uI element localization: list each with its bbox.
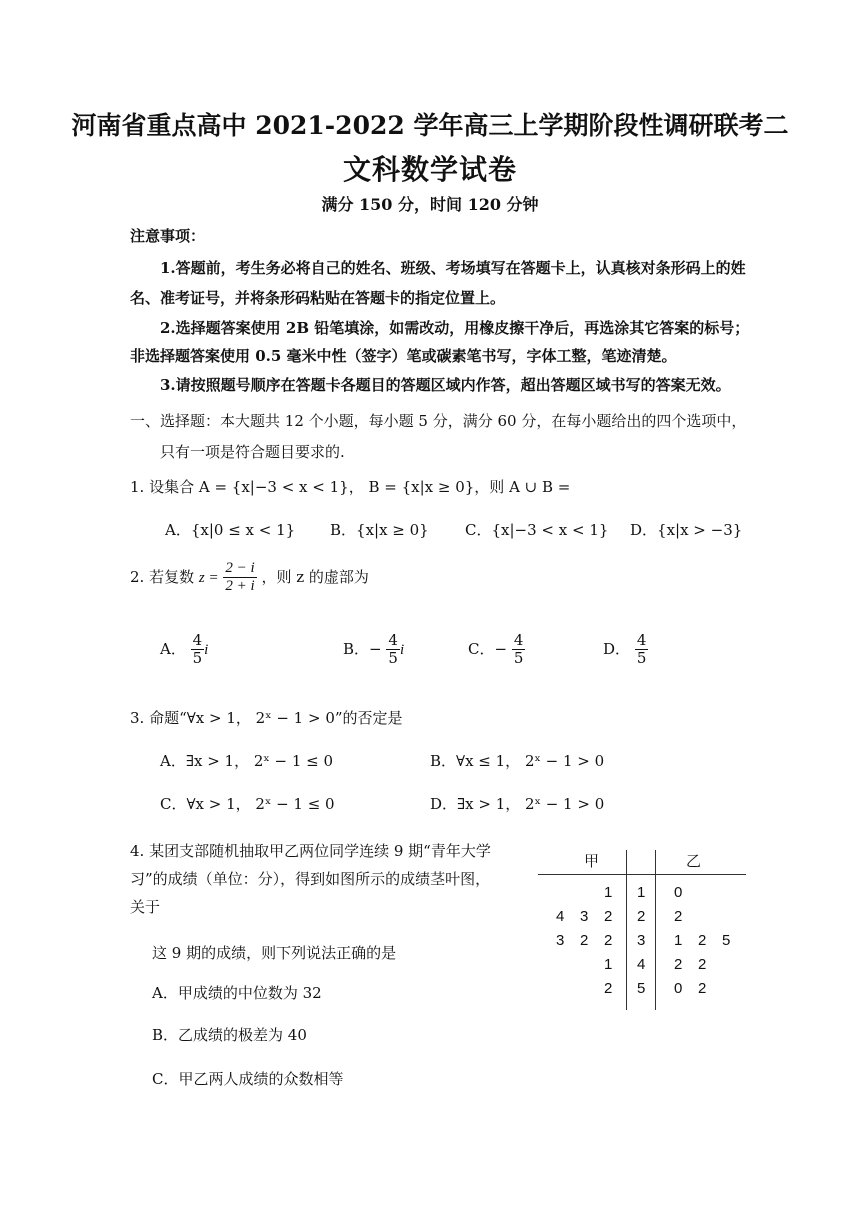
question-4-line-1: 4. 某团支部随机抽取甲乙两位同学连续 9 期“青年大学 [130, 842, 491, 860]
right-leaf: 2 [674, 908, 683, 925]
question-1-option-c: C．{x|−3 < x < 1} [465, 521, 609, 539]
notice-label: 注意事项： [130, 227, 206, 245]
notice-item-1a: 1.答题前，考生务必将自己的姓名、班级、考场填写在答题卡上，认真核对条形码上的姓 [160, 259, 746, 277]
option-fraction [635, 632, 649, 668]
question-2-fraction [223, 560, 256, 596]
question-2-option-d [603, 632, 648, 668]
question-4-line-3: 关于 [130, 898, 161, 916]
stem-divider-right [655, 850, 656, 1010]
right-leaf: 0 [674, 884, 683, 901]
section-heading-cont: 只有一项是符合题目要求的. [160, 443, 345, 461]
right-leaf: 2 [698, 980, 707, 997]
section-heading: 一、选择题：本大题共 12 个小题，每小题 5 分，满分 60 分，在每小题给出的四个选项中， [130, 412, 747, 430]
stem-value: 2 [637, 908, 646, 925]
option-label: A． [160, 639, 186, 658]
fraction-numerator: 4 [636, 631, 647, 649]
right-leaf: 2 [698, 932, 707, 949]
left-leaf: 1 [604, 956, 613, 973]
fraction-denominator: 2 + i [225, 578, 255, 595]
left-leaf: 4 [556, 908, 565, 925]
option-label: B． [343, 639, 370, 658]
exam-subtitle: 文科数学试卷 [342, 153, 517, 186]
notice-item-2b: 非选择题答案使用 0.5 毫米中性（签字）笔或碳素笔书写，字体工整，笔迹清楚。 [130, 347, 677, 365]
left-leaf: 2 [604, 980, 613, 997]
question-2-stem [130, 560, 369, 596]
notice-item-2a: 2.选择题答案使用 2B 铅笔填涂，如需改动，用橡皮擦干净后，再选涂其它答案的标号； [160, 319, 750, 337]
question-1-stem: 1. 设集合 A = {x|−3 < x < 1}， B = {x|x ≥ 0}，则 A ∪ B = [130, 478, 571, 496]
header-divider [538, 874, 746, 875]
question-4-option-b: B．乙成绩的极差为 40 [152, 1026, 307, 1044]
stem-leaf-plot [538, 846, 748, 1016]
question-4-line-4: 这 9 期的成绩，则下列说法正确的是 [152, 944, 397, 962]
fraction-numerator: 4 [513, 631, 524, 649]
question-4-option-c: C．甲乙两人成绩的众数相等 [152, 1070, 344, 1088]
question-1-option-b: B．{x|x ≥ 0} [330, 521, 429, 539]
stem-value: 4 [637, 956, 646, 973]
right-leaf: 2 [674, 956, 683, 973]
question-3-stem: 3. 命题“∀x > 1， 2ˣ − 1 > 0”的否定是 [130, 709, 403, 727]
question-3-option-c: C．∀x > 1， 2ˣ − 1 ≤ 0 [160, 795, 335, 813]
fraction-denominator: 5 [192, 649, 203, 668]
question-3-option-a: A．∃x > 1， 2ˣ − 1 ≤ 0 [160, 752, 334, 770]
question-2-option-c [468, 632, 525, 668]
minus-sign: − [494, 639, 508, 658]
question-2-var: z = [198, 569, 219, 586]
fraction-numerator: 2 − i [223, 560, 256, 578]
right-leaf: 1 [674, 932, 683, 949]
fraction-numerator: 4 [388, 631, 398, 649]
option-label: C． [468, 639, 495, 658]
notice-item-1b: 名、准考证号，并将条形码粘贴在答题卡的指定位置上。 [130, 289, 506, 307]
imaginary-unit: i [399, 641, 405, 658]
right-leaf: 2 [698, 956, 707, 973]
fraction-denominator: 5 [388, 649, 398, 668]
question-1-option-d: D．{x|x > −3} [630, 521, 743, 539]
question-2-option-b [343, 632, 404, 668]
left-leaf: 2 [604, 908, 613, 925]
fraction-denominator: 5 [513, 649, 524, 668]
stem-value: 5 [637, 980, 646, 997]
stem-divider-left [626, 850, 627, 1010]
left-leaf: 2 [580, 932, 589, 949]
minus-sign: − [369, 639, 382, 658]
right-leaf: 5 [722, 932, 731, 949]
option-fraction [512, 632, 526, 668]
stem-value: 3 [637, 932, 646, 949]
notice-item-3: 3.请按照题号顺序在答题卡各题目的答题区域内作答，超出答题区域书写的答案无效。 [160, 376, 731, 394]
exam-title: 河南省重点高中 2021-2022 学年高三上学期阶段性调研联考二 [71, 111, 789, 140]
question-4-line-2: 习”的成绩（单位：分），得到如图所示的成绩茎叶图， [130, 870, 491, 888]
question-2-option-a [160, 632, 208, 668]
exam-meta: 满分 150 分，时间 120 分钟 [321, 195, 539, 214]
fraction-numerator: 4 [192, 631, 203, 649]
question-2-prefix: 2. 若复数 [130, 567, 195, 586]
option-fraction [386, 632, 400, 668]
question-1-option-a: A．{x|0 ≤ x < 1} [165, 521, 296, 539]
question-2-suffix: ，则 z 的虚部为 [261, 567, 369, 586]
question-4-option-a: A．甲成绩的中位数为 32 [152, 984, 322, 1002]
question-3-option-d: D．∃x > 1， 2ˣ − 1 > 0 [430, 795, 605, 813]
left-leaf: 1 [604, 884, 613, 901]
left-leaf: 2 [604, 932, 613, 949]
left-leaf: 3 [580, 908, 589, 925]
question-3-option-b: B．∀x ≤ 1， 2ˣ − 1 > 0 [430, 752, 605, 770]
stem-value: 1 [637, 884, 646, 901]
left-header: 甲 [584, 853, 600, 870]
option-label: D． [603, 639, 631, 658]
right-leaf: 0 [674, 980, 683, 997]
left-leaf: 3 [556, 932, 565, 949]
option-fraction [191, 632, 205, 668]
right-header: 乙 [686, 853, 702, 870]
imaginary-unit: i [204, 641, 209, 658]
fraction-denominator: 5 [636, 649, 647, 668]
